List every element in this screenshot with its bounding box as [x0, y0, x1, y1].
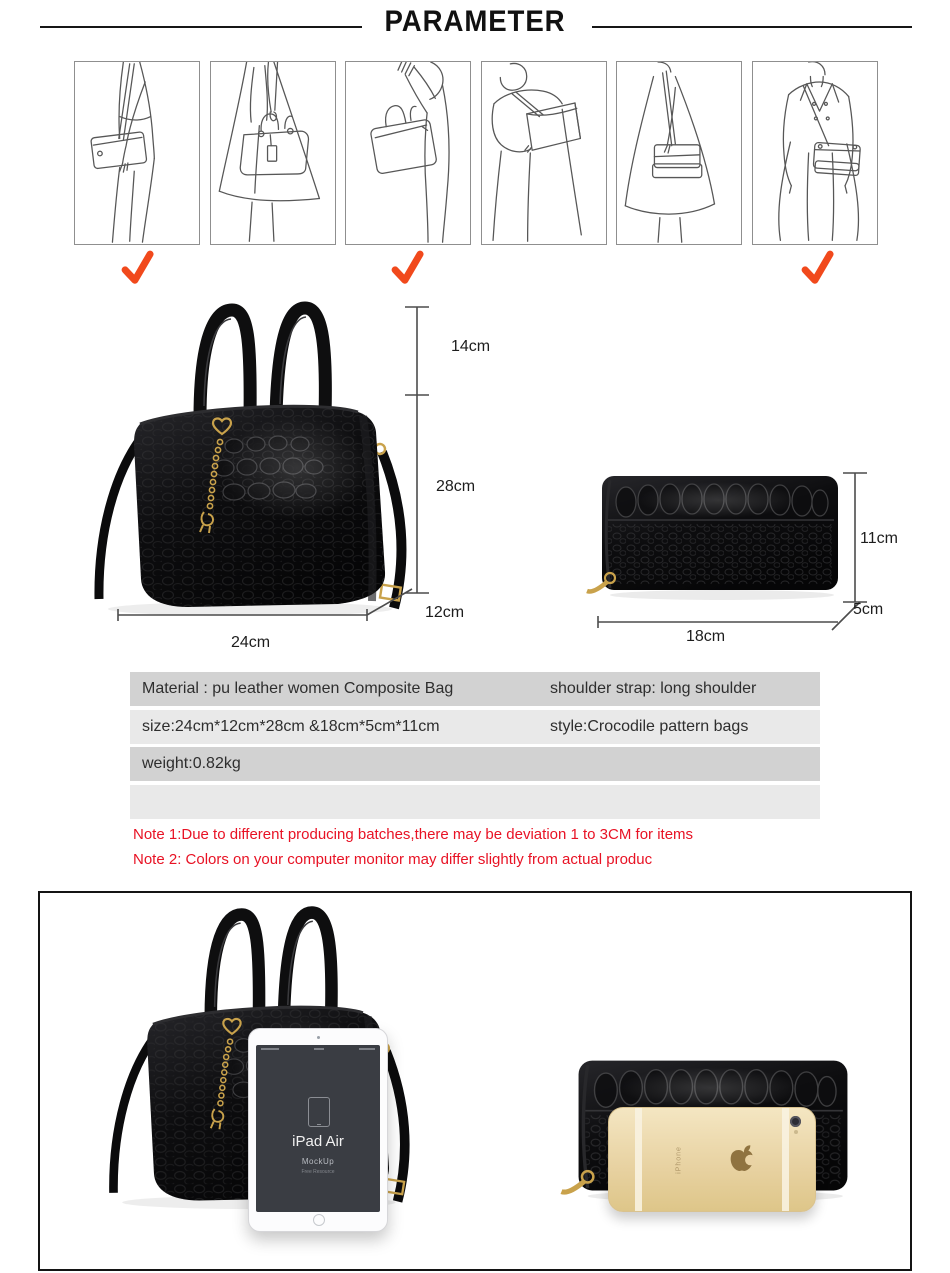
- spec-table: [130, 672, 820, 822]
- spec-row-material: [130, 672, 820, 706]
- page-title: PARAMETER: [384, 5, 566, 38]
- carry-style-panel-6: [752, 61, 878, 245]
- ipad-home-button: [313, 1214, 325, 1226]
- approved-checkmark-6: [800, 250, 836, 286]
- iphone-camera: [790, 1116, 801, 1127]
- crossbody-hand-on-bag-illustration: [617, 62, 741, 244]
- ipad-screen: [256, 1045, 380, 1212]
- wallet-height-label: 11cm: [860, 530, 898, 547]
- approved-checkmark-3: [390, 250, 426, 286]
- shoulder-carry-illustration: [482, 62, 606, 244]
- wallet-depth-label: 5cm: [853, 601, 884, 618]
- carry-style-panel-3: [345, 61, 471, 245]
- forearm-carry-illustration: [346, 62, 470, 244]
- carry-style-panel-4: [481, 61, 607, 245]
- bag-depth-label: 12cm: [425, 604, 465, 621]
- iphone-mockup: [608, 1107, 816, 1212]
- note-2: Note 2: Colors on your computer monitor may differ slightly from actual produc: [133, 851, 653, 868]
- iphone-antenna-band-left: [635, 1108, 642, 1211]
- ipad-screen-subtitle: MockUp: [301, 1157, 335, 1166]
- showcase-box: [38, 891, 912, 1271]
- handheld-carry-illustration: [211, 62, 335, 244]
- spec-weight: weight:0.82kg: [142, 755, 241, 772]
- approved-checkmark-1: [120, 250, 156, 286]
- crossbody-carry-illustration: [753, 62, 877, 244]
- bag-width-label: 24cm: [231, 634, 271, 651]
- note-1: Note 1:Due to different producing batches,there may be deviation 1 to 3CM for items: [133, 826, 694, 843]
- iphone-flash-dot: [794, 1130, 798, 1134]
- carry-style-panel-1: [74, 61, 200, 245]
- wallet-width-label: 18cm: [686, 628, 726, 645]
- tablet-outline-icon: [308, 1097, 330, 1127]
- ipad-screen-caption: Free Resource: [301, 1169, 335, 1175]
- spec-row-size: [130, 710, 820, 744]
- clutch-under-arm-illustration: [75, 62, 199, 244]
- carry-style-panel-2: [210, 61, 336, 245]
- bag-handle-height-label: 14cm: [451, 338, 491, 355]
- iphone-label: iPhone: [675, 1145, 683, 1174]
- ipad-mockup: [248, 1028, 388, 1232]
- spec-material: Material : pu leather women Composite Bag: [142, 680, 454, 697]
- spec-row-blank: [130, 785, 820, 819]
- apple-logo-icon: [725, 1139, 763, 1181]
- spec-shoulder-strap: shoulder strap: long shoulder: [550, 680, 757, 697]
- spec-row-weight: [130, 747, 820, 781]
- spec-size: size:24cm*12cm*28cm &18cm*5cm*11cm: [142, 717, 440, 735]
- ipad-camera-dot: [317, 1036, 320, 1039]
- ipad-status-bar: [261, 1048, 375, 1050]
- bag-body-height-label: 28cm: [436, 478, 476, 495]
- ipad-screen-title: iPad Air: [292, 1133, 344, 1150]
- spec-style: style:Crocodile pattern bags: [550, 717, 749, 735]
- carry-style-panel-5: [616, 61, 742, 245]
- iphone-antenna-band-right: [782, 1108, 789, 1211]
